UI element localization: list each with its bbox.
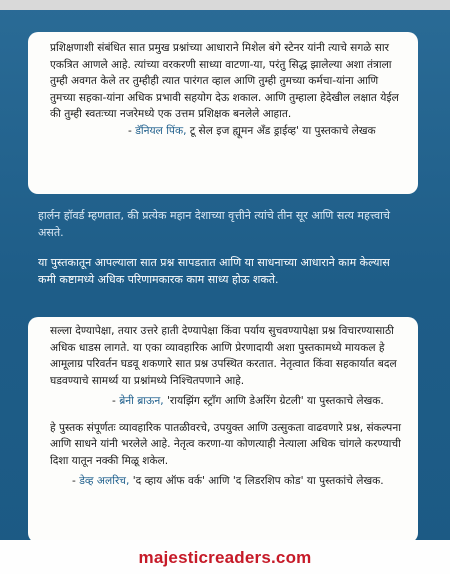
attribution-author: डॅनियल पिंक,	[135, 124, 187, 137]
book-summary: या पुस्तकातून आपल्याला सात प्रश्न सापडतात आणि या साधनाच्या आधाराने काम केल्यास कमी कष्टामध्ये अधिक परिणामकारक काम साध्य होऊ शकते.	[38, 256, 390, 286]
attribution-dash: -	[72, 475, 80, 487]
attribution-author: डेव्ह अलरिच,	[79, 475, 130, 487]
endorsement-text: प्रशिक्षणाशी संबंधित सात प्रमुख प्रश्नांच्या आधाराने मिशेल बंगे स्टेनर यांनी त्याचे सगळे सार एकत्रित आणले आहे. त्यांच्या वरकरणी साध्या वाटणा-या, परंतु सिद्ध झालेल्या अशा तंत्राला तुम्ही अवगत केले तर तुम्हीही त्यात पारंगत व्हाल आणि तुम्ही तुमच्या कर्मचा-यांना आणि तुमच्या सहका-यांना अधिक प्रभावी सहयोग देऊ शकाल. आणि तुम्हाला हेदेखील लक्षात येईल की तुम्ही स्वतःच्या नजरेमध्ये एक उत्तम प्रशिक्षक बनलेले आहात.	[50, 42, 399, 120]
attribution-book: 'द व्हाय ऑफ वर्क' आणि 'द लिडरशिप कोड' या पुस्तकांचे लेखक.	[129, 475, 384, 487]
harlan-howard-quote: हार्लन हॉवर्ड म्हणतात, की प्रत्येक महान देशाच्या वृत्तीने त्यांचे तीन सूर आणि सत्य महत्त्वाचे असते.	[38, 209, 390, 239]
endorsement-attribution-dave	[50, 473, 404, 490]
endorsement-text-dave: हे पुस्तक संपूर्णतः व्यावहारिक पातळीवरचे, उपयुक्त आणि उत्सुकता वाढवणारे प्रश्न, संकल्पना आणि साधने यांनी भरलेले आहे. नेतृत्व करणा-या कोणत्याही नेत्याला अधिक चांगले करण्याची दिशा यातून नक्की मिळू शकेल.	[50, 421, 401, 467]
watermark-text: majesticreaders.com	[138, 548, 312, 567]
endorsement-attribution	[50, 123, 404, 140]
attribution-dash: -	[128, 124, 136, 137]
attribution-book: 'रायझिंग स्ट्राँग आणि डेअरिंग ग्रेटली' या पुस्तकाचे लेखक.	[163, 395, 384, 407]
endorsement-card-bottom	[28, 317, 418, 543]
endorsement-text-brene: सल्ला देण्यापेक्षा, तयार उत्तरे हाती देण्यापेक्षा किंवा पर्याय सुचवण्यापेक्षा प्रश्न विचारण्यासाठी अधिक धाडस लागते. या एका व्यावहारिक आणि प्रेरणादायी अशा पुस्तकामध्ये मायकल हे आमूलाग्र परिवर्तन घडवू शकणारे सात प्रश्न उपस्थित करतात. नेतृत्वात किंवा सहकार्यात बदल घडवण्याचे सामर्थ्य या प्रश्नांमध्ये निश्चितपणाने आहे.	[50, 325, 397, 387]
page-edge	[0, 0, 450, 10]
endorsement-attribution-brene	[50, 393, 404, 410]
endorsement-card-top	[28, 32, 418, 194]
attribution-book: टू सेल इज ह्यूमन अँड ड्राईव्ह' या पुस्तकाचे लेखक	[186, 124, 376, 137]
attribution-author: ब्रेनी ब्राऊन,	[119, 395, 164, 407]
attribution-dash: -	[112, 395, 120, 407]
